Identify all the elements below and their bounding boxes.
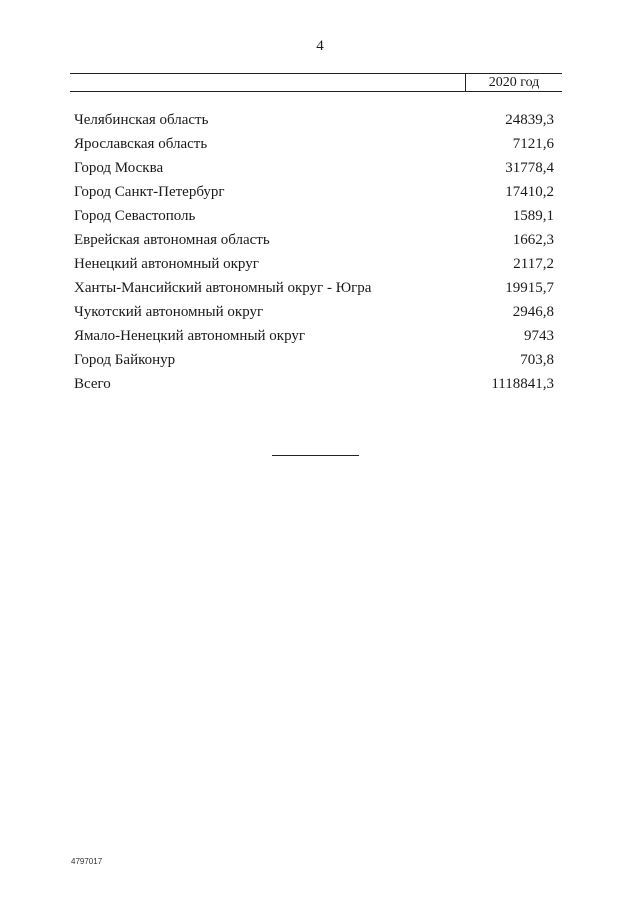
row-region-name: Город Москва bbox=[74, 160, 164, 176]
row-region-name: Ханты-Мансийский автономный округ - Югра bbox=[74, 280, 372, 296]
table-row-total bbox=[74, 372, 554, 396]
row-total-value: 1118841,3 bbox=[491, 376, 554, 392]
page-number: 4 bbox=[316, 38, 324, 54]
table-row bbox=[74, 252, 554, 276]
row-value: 1589,1 bbox=[512, 208, 554, 224]
document-code: 4797017 bbox=[71, 857, 103, 866]
row-value: 31778,4 bbox=[505, 160, 554, 176]
row-value: 703,8 bbox=[520, 352, 554, 368]
row-region-name: Город Байконур bbox=[74, 352, 176, 368]
row-region-name: Ямало-Ненецкий автономный округ bbox=[74, 328, 306, 344]
row-value: 1662,3 bbox=[512, 232, 554, 248]
row-region-name: Еврейская автономная область bbox=[74, 232, 270, 248]
row-value: 19915,7 bbox=[505, 280, 554, 296]
row-region-name: Ненецкий автономный округ bbox=[74, 256, 259, 272]
row-value: 2117,2 bbox=[513, 256, 554, 272]
table-header-top-rule bbox=[70, 73, 562, 74]
table-row bbox=[74, 228, 554, 252]
table-row bbox=[74, 348, 554, 372]
row-value: 9743 bbox=[524, 328, 554, 344]
row-region-name: Челябинская область bbox=[74, 112, 209, 128]
table-row bbox=[74, 204, 554, 228]
table-row bbox=[74, 300, 554, 324]
end-of-table-rule bbox=[272, 455, 359, 456]
table-row bbox=[74, 132, 554, 156]
row-region-name: Город Севастополь bbox=[74, 208, 196, 224]
row-value: 24839,3 bbox=[505, 112, 554, 128]
table-row bbox=[74, 276, 554, 300]
row-region-name: Чукотский автономный округ bbox=[74, 304, 264, 320]
table-row bbox=[74, 324, 554, 348]
table-header-bottom-rule bbox=[70, 91, 562, 92]
table-row bbox=[74, 156, 554, 180]
table-row bbox=[74, 180, 554, 204]
table-body bbox=[74, 108, 554, 396]
row-value: 2946,8 bbox=[512, 304, 554, 320]
row-total-label: Всего bbox=[74, 376, 111, 392]
row-value: 7121,6 bbox=[512, 136, 554, 152]
column-header-year: 2020 год bbox=[488, 75, 540, 90]
table-row bbox=[74, 108, 554, 132]
row-region-name: Ярославская область bbox=[74, 136, 208, 152]
row-region-name: Город Санкт-Петербург bbox=[74, 184, 225, 200]
row-value: 17410,2 bbox=[505, 184, 554, 200]
